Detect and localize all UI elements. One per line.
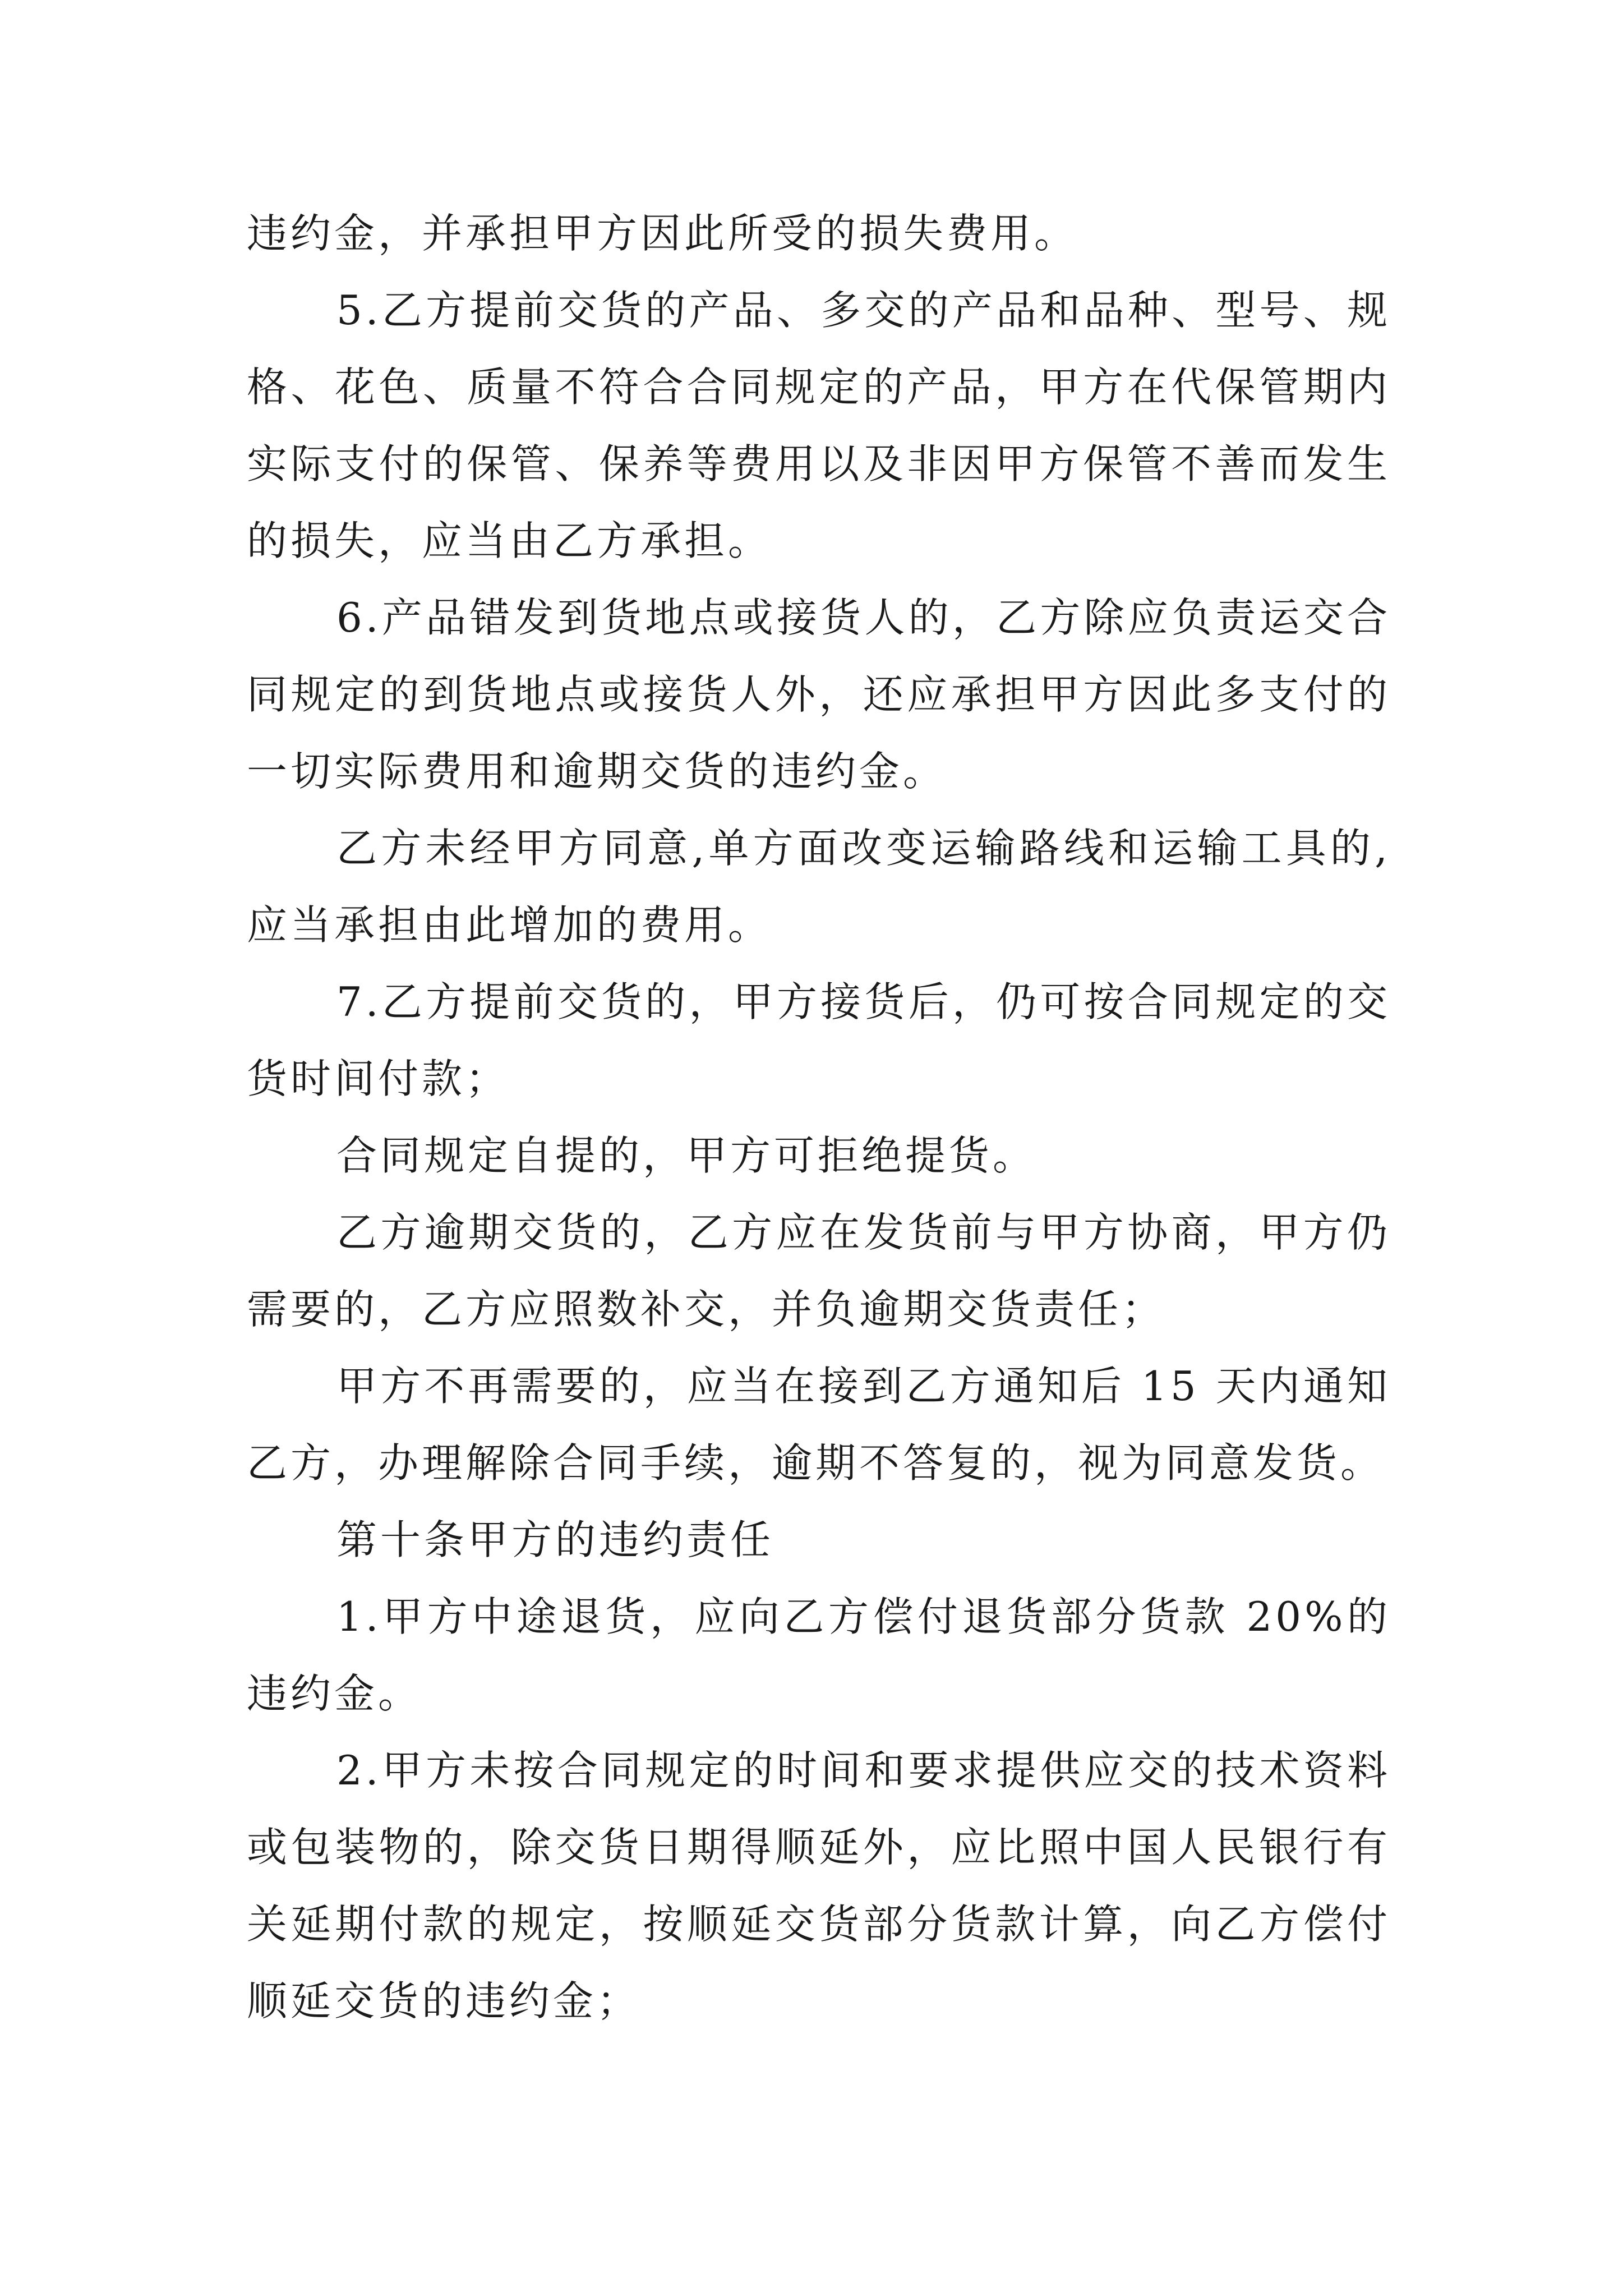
paragraph-item-6-transport: 乙方未经甲方同意,单方面改变运输路线和运输工具的,应当承担由此增加的费用。 <box>247 825 1391 949</box>
paragraph-continuation: 违约金，并承担甲方因此所受的损失费用。 <box>247 210 1078 257</box>
paragraph-item-7-overdue: 乙方逾期交货的，乙方应在发货前与甲方协商，甲方仍需要的，乙方应照数补交，并负逾期交货责任； <box>247 1209 1391 1333</box>
paragraph-article-10-item-1: 1.甲方中途退货，应向乙方偿付退货部分货款 20%的违约金。 <box>247 1593 1391 1717</box>
document-body <box>247 195 1391 2040</box>
paragraph-item-7-self-pickup: 合同规定自提的，甲方可拒绝提货。 <box>336 1132 1037 1179</box>
section-heading-article-10: 第十条甲方的违约责任 <box>336 1516 774 1563</box>
paragraph-article-10-item-2: 2.甲方未按合同规定的时间和要求提供应交的技术资料或包装物的，除交货日期得顺延外，应比照中国人民银行有关延期付款的规定，按顺延交货部分货款计算，向乙方偿付顺延交货的违约金； <box>247 1747 1391 2024</box>
paragraph-item-5: 5.乙方提前交货的产品、多交的产品和品种、型号、规格、花色、质量不符合合同规定的产品，甲方在代保管期内实际支付的保管、保养等费用以及非因甲方保管不善而发生的损失，应当由乙方承担。 <box>247 287 1391 564</box>
paragraph-item-7-no-longer-needed: 甲方不再需要的，应当在接到乙方通知后 15 天内通知乙方，办理解除合同手续，逾期不答复的，视为同意发货。 <box>247 1363 1391 1487</box>
paragraph-item-6: 6.产品错发到货地点或接货人的，乙方除应负责运交合同规定的到货地点或接货人外，还应承担甲方因此多支付的一切实际费用和逾期交货的违约金。 <box>247 594 1391 795</box>
paragraph-item-7: 7.乙方提前交货的，甲方接货后，仍可按合同规定的交货时间付款； <box>247 978 1391 1102</box>
